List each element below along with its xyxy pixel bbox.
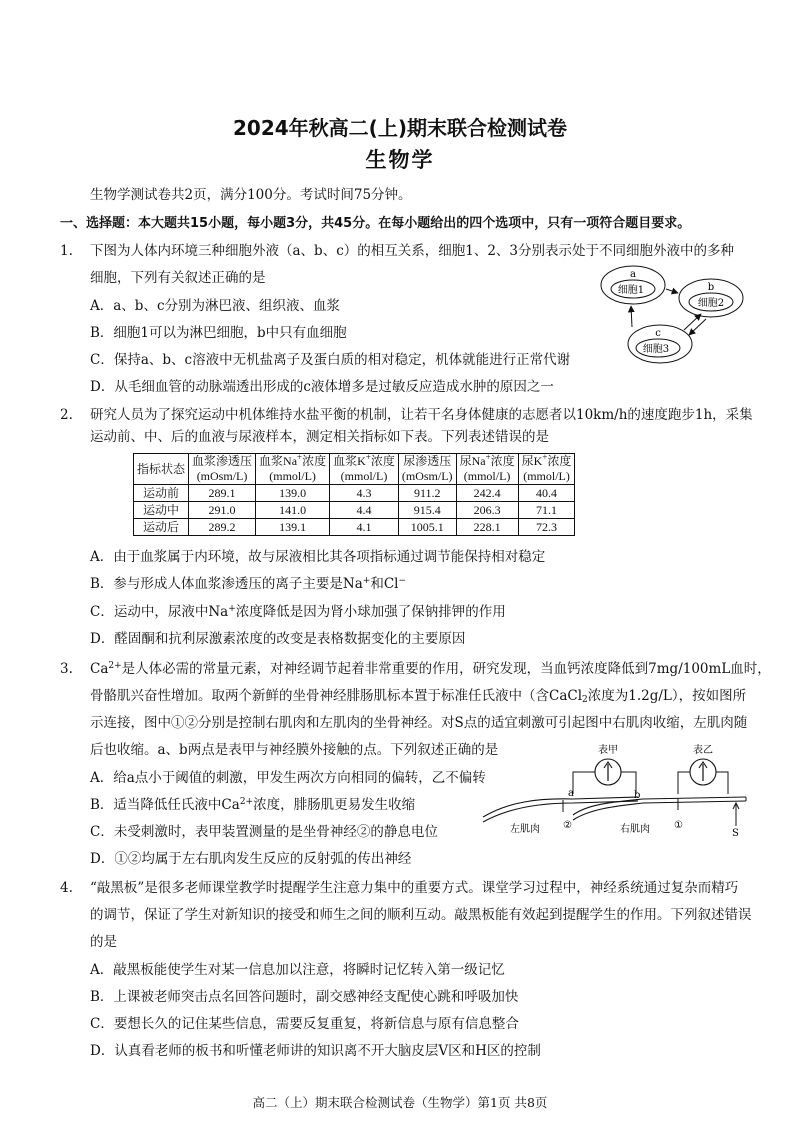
table-row	[134, 502, 575, 519]
table-cell: 4.4	[330, 502, 399, 519]
option-c: C．运动中，尿液中Na+浓度降低是因为肾小球加强了保钠排钾的作用	[90, 604, 506, 620]
option-a: A．敲黑板能使学生对某一信息加以注意，将瞬时记忆转入第一级记忆	[90, 962, 505, 978]
table-cell	[134, 454, 575, 485]
arrow-c-to-a	[631, 306, 632, 327]
question-text: “敲黑板”是很多老师课堂教学时提醒学生注意力集中的重要方式。课堂学习过程中，神经系统通过复杂而精巧	[90, 880, 739, 896]
table-cell: 228.1	[456, 519, 518, 536]
table-cell: 1005.1	[398, 519, 456, 536]
option-b: B．适当降低任氏液中$Ca^{2+}$浓度，腓肠肌更易发生收缩	[90, 797, 416, 813]
cell-1-label: 细胞1	[617, 285, 645, 296]
meter-jia-label: 表甲	[598, 745, 618, 756]
question-text: 后也收缩。a、b两点是表甲与神经膜外接触的点。下列叙述正确的是	[90, 742, 499, 758]
question-text: $Ca^{2+}$是人体必需的常量元素，对神经调节起着非常重要的作用，研究发现，当血钙浓度降低到7mg/100mL血时，	[90, 661, 771, 677]
subject-title: 生物学	[365, 148, 435, 172]
nerve-1-label: ①	[674, 820, 683, 831]
table-header: 尿Na+浓度 (mmol/L)	[456, 454, 518, 485]
table-cell: 139.1	[256, 519, 330, 536]
question-text: 骨骼肌兴奋性增加。取两个新鲜的坐骨神经腓肠肌标本置于标准任氏液中（含CaCl$_2$浓度为1.2g/L），按如图所	[90, 688, 747, 705]
fluid-relationship-diagram	[598, 262, 748, 372]
left-muscle-label: 左肌肉	[510, 824, 540, 835]
option-b: B．上课被老师突击点名回答问题时，副交感神经支配使心跳和呼吸加快	[90, 989, 519, 1005]
right-muscle-label: 右肌肉	[620, 824, 650, 835]
nerve-2-label: ②	[563, 820, 572, 831]
page-footer: 高二（上）期末联合检测试卷（生物学）第1页 共8页	[252, 1095, 548, 1110]
question-number: 4.	[60, 880, 73, 896]
section-heading: 一、选择题：本大题共15小题，每小题3分，共45分。在每小题给出的四个选项中，只有一项符合题目要求。	[60, 216, 691, 231]
option-a: A．a、b、c分别为淋巴液、组织液、血浆	[90, 298, 340, 314]
question-text: 的调节，保证了学生对新知识的接受和师生之间的顺利互动。敲黑板能有效起到提醒学生的作用。下列叙述错误	[90, 907, 752, 923]
option-a: A．给a点小于阈值的刺激，甲发生两次方向相同的偏转，乙不偏转	[90, 770, 486, 786]
question-text: 的是	[90, 934, 117, 950]
nerve-muscle-diagram	[478, 742, 758, 837]
option-d: D．①②均属于左右肌肉发生反应的反射弧的传出神经	[90, 851, 412, 867]
table-header: 血浆K+浓度 (mmol/L)	[330, 454, 399, 485]
question-number: 3.	[60, 661, 73, 677]
question-text: 示连接，图中①②分别是控制右肌肉和左肌肉的坐骨神经。对S点的适宜刺激可引起图中右肌肉收缩，左肌肉随	[90, 715, 748, 731]
arrow-b-to-c	[689, 319, 706, 335]
right-nerve	[573, 797, 746, 815]
table-row	[134, 485, 575, 502]
option-d: D．从毛细血管的动脉端透出形成的c液体增多是过敏反应造成水肿的原因之一	[90, 379, 554, 395]
table-cell: 运动中	[134, 502, 189, 519]
option-b: B．细胞1可以为淋巴细胞，b中只有血细胞	[90, 325, 347, 341]
option-d: D．认真看老师的板书和听懂老师讲的知识离不开大脑皮层V区和H区的控制	[90, 1043, 541, 1059]
arrow-a-to-b	[666, 289, 678, 293]
question-number: 2.	[60, 407, 73, 423]
meter-yi-label: 表乙	[693, 745, 713, 756]
table-header: 尿K+浓度 (mmol/L)	[518, 454, 575, 485]
cell-3-label: 细胞3	[642, 344, 670, 355]
table-cell: 139.0	[256, 485, 330, 502]
question-number: 1.	[60, 243, 73, 259]
option-a: A．由于血浆属于内环境，故与尿液相比其各项指标通过调节能保持相对稳定	[90, 549, 546, 565]
table-cell: 242.4	[456, 485, 518, 502]
question-text: 下图为人体内环境三种细胞外液（a、b、c）的相互关系，细胞1、2、3分别表示处于不同细胞外液中的多种	[90, 243, 735, 259]
exam-title: 2024年秋高二(上)期末联合检测试卷	[233, 116, 567, 140]
fluid-a-label: a	[630, 269, 636, 280]
cell-2-label: 细胞2	[697, 298, 725, 309]
table-cell: 运动后	[134, 519, 189, 536]
table-cell: 运动前	[134, 485, 189, 502]
table-cell: 72.3	[518, 519, 575, 536]
arrow-c-to-b	[684, 314, 701, 330]
table-cell: 4.3	[330, 485, 399, 502]
point-b-label: b	[634, 790, 641, 801]
table-cell: 289.1	[189, 485, 256, 502]
table-cell: 40.4	[518, 485, 575, 502]
exam-intro: 生物学测试卷共2页，满分100分。考试时间75分钟。	[90, 187, 412, 203]
question-text: 运动前、中、后的血液与尿液样本，测定相关指标如下表。下列表述错误的是	[90, 429, 549, 445]
point-a-label: a	[568, 788, 574, 799]
option-d: D．醛固酮和抗利尿激素浓度的改变是表格数据变化的主要原因	[90, 631, 466, 647]
table-cell: 141.0	[256, 502, 330, 519]
option-c: C．保持a、b、c溶液中无机盐离子及蛋白质的相对稳定，机体就能进行正常代谢	[90, 352, 571, 368]
table-corner-cell: 指标状态	[134, 454, 189, 485]
table-row	[134, 519, 575, 536]
table-header: 血浆Na+浓度 (mmol/L)	[256, 454, 330, 485]
option-c: C．要想长久的记住某些信息，需要反复重复，将新信息与原有信息整合	[90, 1016, 519, 1032]
table-cell: 289.2	[189, 519, 256, 536]
data-table	[133, 453, 575, 536]
table-cell: 71.1	[518, 502, 575, 519]
table-cell: 911.2	[398, 485, 456, 502]
fluid-c-label: c	[655, 328, 661, 339]
option-b: B．参与形成人体血浆渗透压的离子主要是Na+和Cl−	[90, 576, 407, 592]
table-header: 血浆渗透压 (mOsm/L)	[189, 454, 256, 485]
question-text: 研究人员为了探究运动中机体维持水盐平衡的机制，让若干名身体健康的志愿者以10km/h的速度跑步1h，采集	[90, 407, 753, 423]
option-c: C．未受刺激时，表甲装置测量的是坐骨神经②的静息电位	[90, 824, 438, 840]
fluid-b-label: b	[707, 282, 715, 293]
question-text: 细胞，下列有关叙述正确的是	[90, 270, 266, 286]
table-cell: 291.0	[189, 502, 256, 519]
table-cell: 206.3	[456, 502, 518, 519]
table-header: 尿渗透压 (mOsm/L)	[398, 454, 456, 485]
stimulus-s-label: S	[732, 828, 739, 837]
table-cell: 4.1	[330, 519, 399, 536]
table-cell: 915.4	[398, 502, 456, 519]
